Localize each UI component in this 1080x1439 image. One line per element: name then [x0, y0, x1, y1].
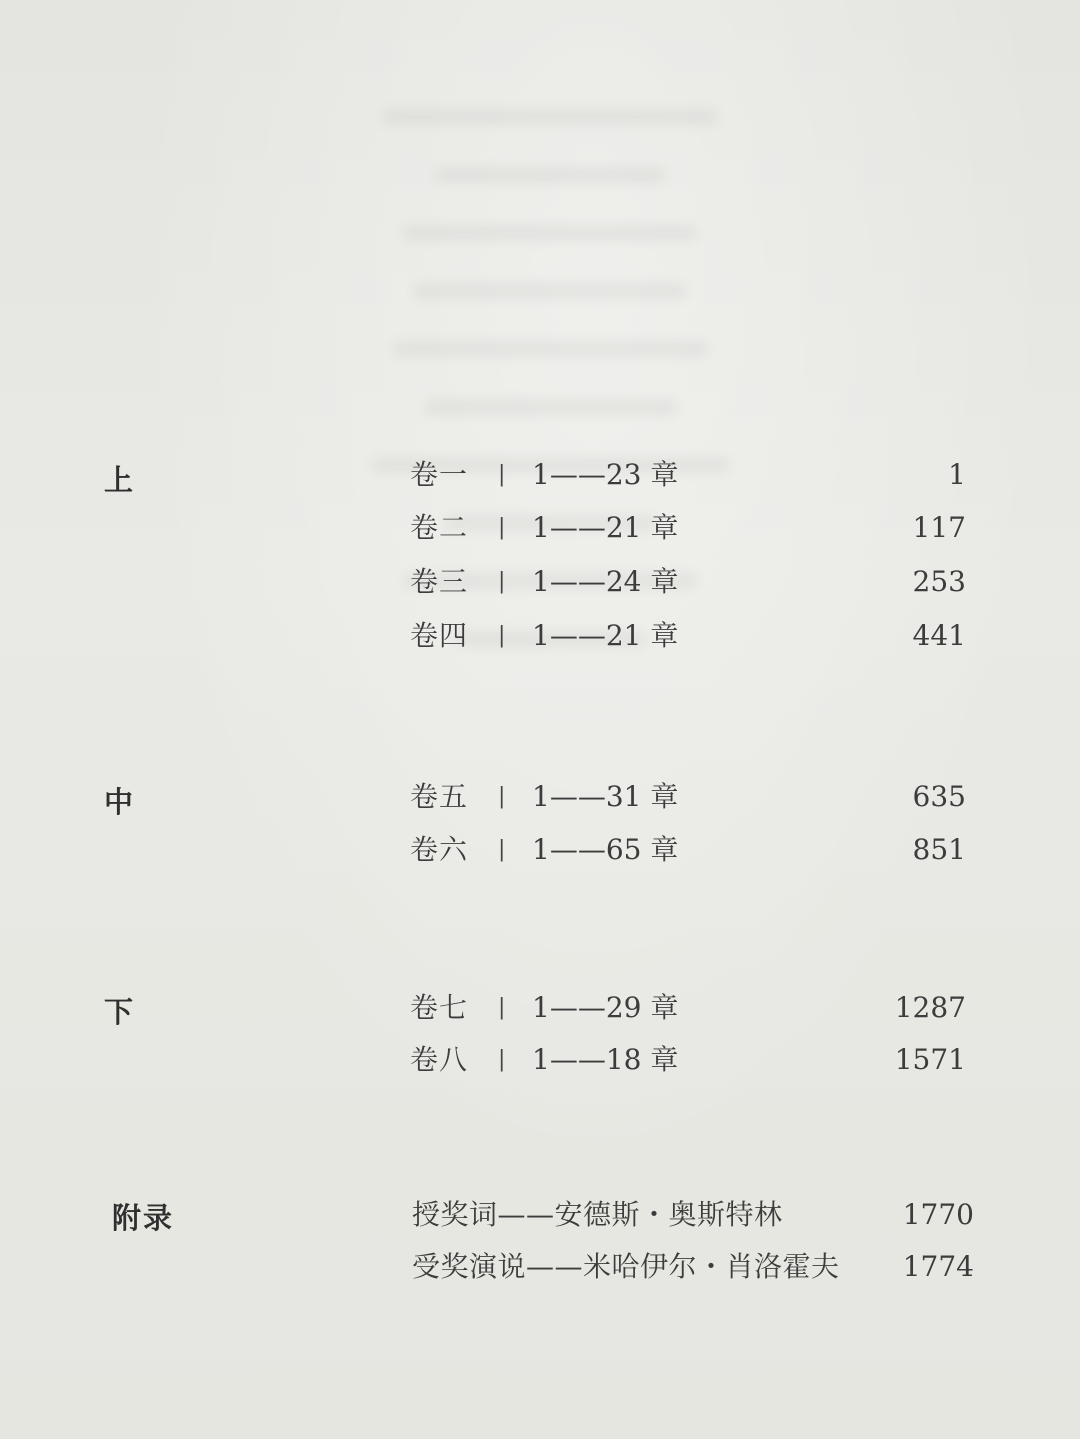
appendix-title: 授奖词——安德斯・奥斯特林 [412, 1198, 783, 1231]
page-number: 1571 [894, 1043, 966, 1076]
volume-label: 卷五 [410, 780, 469, 813]
appendix-entry [412, 1247, 982, 1287]
section-label-upper: 上 [104, 463, 136, 497]
page-number: 1774 [902, 1250, 974, 1283]
page-number: 1 [948, 458, 966, 491]
toc-entry [410, 562, 980, 602]
appendix-title: 受奖演说——米哈伊尔・肖洛霍夫 [412, 1250, 840, 1283]
separator: | [498, 837, 506, 862]
toc-entry [410, 830, 980, 870]
chapter-range: 1——24 章 [532, 565, 679, 598]
chapter-range: 1——21 章 [532, 511, 679, 544]
separator: | [498, 1047, 506, 1072]
page-number: 441 [912, 619, 966, 652]
volume-label: 卷七 [410, 991, 469, 1024]
separator: | [498, 995, 506, 1020]
separator: | [498, 515, 506, 540]
page-number: 117 [912, 511, 966, 544]
separator: | [498, 623, 506, 648]
chapter-range: 1——21 章 [532, 619, 679, 652]
separator: | [498, 462, 506, 487]
section-label-middle: 中 [104, 785, 136, 819]
page-number: 253 [912, 565, 966, 598]
page-number: 1770 [902, 1198, 974, 1231]
page-number: 635 [912, 780, 966, 813]
volume-label: 卷三 [410, 565, 469, 598]
chapter-range: 1——18 章 [532, 1043, 679, 1076]
toc-entry [410, 988, 980, 1028]
show-through-text [340, 110, 760, 760]
page-number: 1287 [894, 991, 966, 1024]
separator: | [498, 784, 506, 809]
chapter-range: 1——65 章 [532, 833, 679, 866]
volume-label: 卷一 [410, 458, 469, 491]
volume-label: 卷二 [410, 511, 469, 544]
toc-entry [410, 455, 980, 495]
chapter-range: 1——31 章 [532, 780, 679, 813]
appendix-entry [412, 1195, 982, 1235]
volume-label: 卷四 [410, 619, 469, 652]
volume-label: 卷六 [410, 833, 469, 866]
volume-label: 卷八 [410, 1043, 469, 1076]
section-label-appendix: 附录 [112, 1201, 175, 1235]
separator: | [498, 569, 506, 594]
toc-entry [410, 508, 980, 548]
toc-entry [410, 777, 980, 817]
chapter-range: 1——29 章 [532, 991, 679, 1024]
toc-entry [410, 1040, 980, 1080]
toc-entry [410, 616, 980, 656]
section-label-lower: 下 [104, 995, 136, 1029]
chapter-range: 1——23 章 [532, 458, 679, 491]
page-number: 851 [912, 833, 966, 866]
